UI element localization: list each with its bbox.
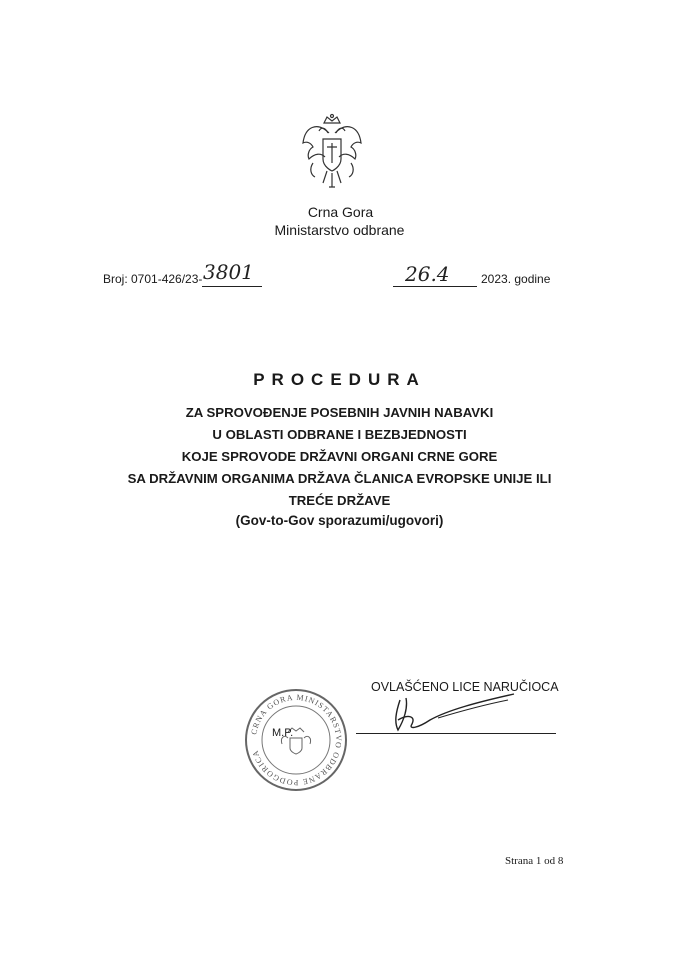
page-number: Strana 1 od 8 — [505, 855, 564, 867]
stamp-label: M.P. — [272, 727, 294, 739]
agreement-type: (Gov-to-Gov sporazumi/ugovori) — [235, 513, 444, 528]
signature-line — [356, 733, 556, 734]
handwritten-signature — [378, 690, 518, 736]
country-name: Crna Gora — [307, 204, 374, 220]
subtitle-line: KOJE SPROVODE DRŽAVNI ORGANI CRNE GORE — [181, 449, 498, 464]
subtitle-line: SA DRŽAVNIM ORGANIMA DRŽAVA ČLANICA EVROPSKE UNIJE ILI — [127, 471, 552, 486]
number-label: Broj: 0701-426/23- — [103, 272, 203, 286]
authority-label: OVLAŠĆENO LICE NARUČIOCA — [371, 680, 559, 694]
document-title: PROCEDURA — [253, 370, 426, 389]
subtitle-line: TREĆE DRŽAVE — [288, 493, 391, 508]
document-number — [103, 272, 202, 286]
coat-of-arms-icon — [299, 113, 365, 195]
subtitle-line: U OBLASTI ODBRANE I BEZBJEDNOSTI — [212, 427, 467, 442]
svg-text:CRNA GORA MINISTARSTVO ODBRANE — [249, 693, 343, 787]
document-subtitle — [0, 402, 679, 512]
handwritten-number: 3801 — [203, 260, 254, 284]
handwritten-date: 26.4 — [405, 262, 450, 286]
date-underline — [393, 286, 477, 287]
date-suffix: 2023. godine — [481, 272, 551, 286]
ministry-name: Ministarstvo odbrane — [274, 222, 405, 238]
subtitle-line: ZA SPROVOĐENJE POSEBNIH JAVNIH NABAVKI — [185, 405, 494, 420]
number-underline — [202, 286, 262, 287]
stamp-text: CRNA GORA MINISTARSTVO ODBRANE PODGORICA — [249, 692, 344, 788]
official-stamp-icon — [242, 686, 350, 794]
issuer-block — [0, 203, 679, 239]
